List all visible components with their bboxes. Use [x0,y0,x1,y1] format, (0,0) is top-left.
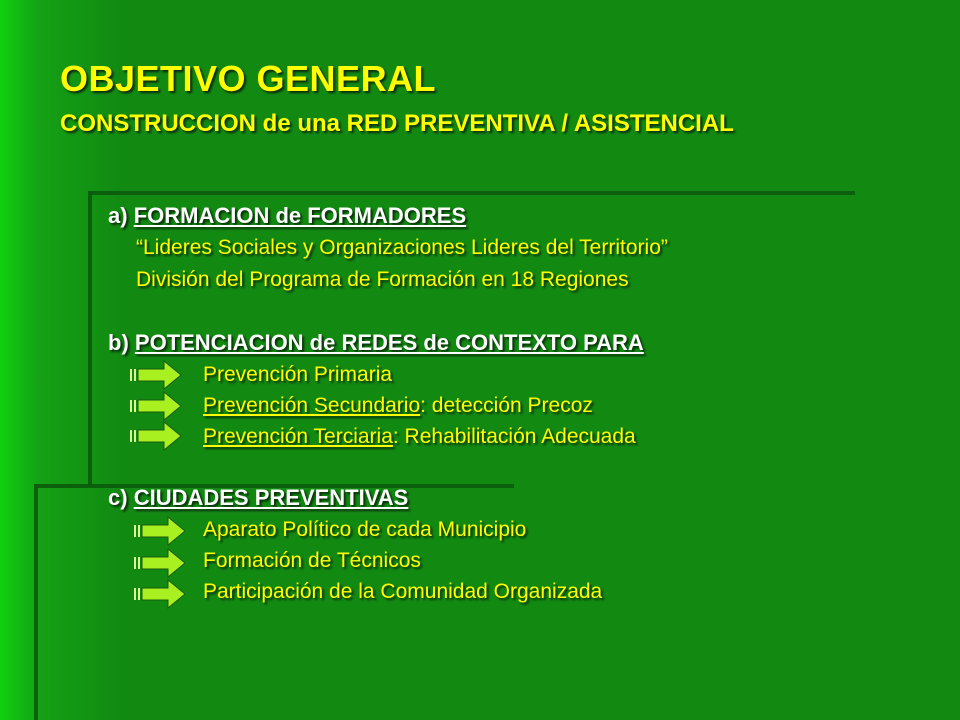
section-b-item-3-underlined: Prevención Terciaria [203,425,393,448]
arrow-right-icon [130,421,182,451]
frame-line-left [88,191,92,486]
arrow-right-icon [134,548,186,578]
section-c-heading [108,485,408,511]
section-b-item-3 [203,425,636,449]
arrow-right-icon [134,579,186,609]
section-c-prefix: c) [108,485,134,510]
section-b-item-2 [203,394,593,418]
section-b-item-1-rest: Prevención Primaria [203,363,393,386]
section-c-title: CIUDADES PREVENTIVAS [133,485,409,510]
section-a-title: FORMACION de FORMADORES [133,203,467,228]
section-a-line-2: División del Programa de Formación en 18 Regiones [136,268,629,291]
arrow-right-icon [130,360,182,390]
section-c-item-2: Formación de Técnicos [203,549,421,572]
section-b-heading [108,330,644,356]
page-title: OBJETIVO GENERAL [60,58,437,99]
section-c-item-1: Aparato Político de cada Municipio [203,518,527,541]
frame-line-left-lower [34,484,38,720]
arrow-right-icon [130,391,182,421]
section-b-title: POTENCIACION de REDES de CONTEXTO PARA [134,330,644,355]
frame-line-top [90,191,855,195]
section-b-item-2-rest: : detección Precoz [420,394,593,417]
section-a-prefix: a) [108,203,134,228]
section-b-item-3-rest: : Rehabilitación Adecuada [392,425,636,448]
section-c-item-3: Participación de la Comunidad Organizada [203,580,603,603]
page-subtitle: CONSTRUCCION de una RED PREVENTIVA / ASISTENCIAL [60,110,734,137]
section-a-heading [108,203,466,229]
section-a-line-1: “Lideres Sociales y Organizaciones Lideres del Territorio” [136,236,668,259]
arrow-right-icon [134,516,186,546]
section-b-item-1 [203,363,392,387]
section-b-item-2-underlined: Prevención Secundario [203,394,421,417]
section-b-prefix: b) [108,330,135,355]
